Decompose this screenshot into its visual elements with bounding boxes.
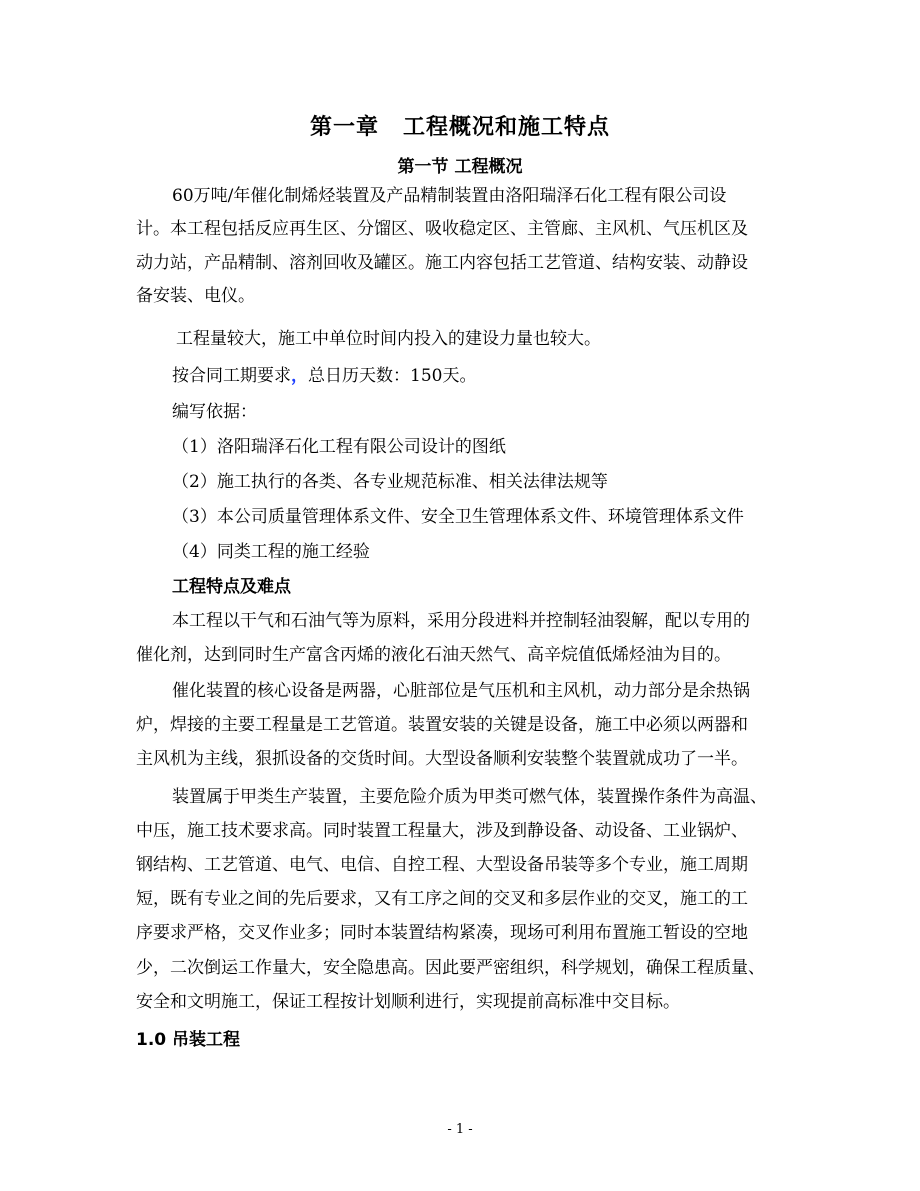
features-heading: 工程特点及难点 bbox=[172, 577, 291, 597]
page-number: - 1 - bbox=[447, 1122, 473, 1137]
overview-p1-line: 备安装、电仪。 bbox=[136, 286, 255, 306]
features-p3-line: 安全和文明施工，保证工程按计划顺利进行，实现提前高标准中交目标。 bbox=[136, 992, 680, 1012]
overview-p1-line: 60万吨/年催化制烯烃装置及产品精制装置由洛阳瑞泽石化工程有限公司设 bbox=[172, 186, 727, 206]
chapter-name: 工程概况和施工特点 bbox=[403, 115, 611, 140]
features-p3-line: 短，既有专业之间的先后要求，又有工序之间的交叉和多层作业的交叉，施工的工 bbox=[136, 889, 748, 909]
features-p2-line: 主风机为主线，狠抓设备的交货时间。大型设备顺利安装整个装置就成功了一半。 bbox=[136, 749, 748, 769]
chapter-label: 第一章 bbox=[309, 115, 379, 140]
features-p3-line: 中压，施工技术要求高。同时装置工程量大，涉及到静设备、动设备、工业锅炉、 bbox=[136, 821, 748, 841]
basis-heading: 编写依据： bbox=[172, 402, 257, 422]
features-p3-line: 装置属于甲类生产装置，主要危险介质为甲类可燃气体，装置操作条件为高温、 bbox=[172, 787, 767, 807]
overview-p3-comma: ， bbox=[291, 366, 308, 386]
next-section-title: 1.0 吊装工程 bbox=[136, 1030, 241, 1050]
section-title: 第一节 工程概况 bbox=[397, 157, 523, 177]
basis-item: （1）洛阳瑞泽石化工程有限公司设计的图纸 bbox=[172, 437, 506, 457]
chapter-title bbox=[0, 110, 920, 141]
overview-p3-a: 按合同工期要求 bbox=[172, 366, 291, 386]
features-p3-line: 少，二次倒运工作量大，安全隐患高。因此要严密组织，科学规划，确保工程质量、 bbox=[136, 958, 765, 978]
features-p2-line: 催化装置的核心设备是两器，心脏部位是气压机和主风机，动力部分是余热锅 bbox=[172, 681, 750, 701]
overview-p3 bbox=[172, 366, 476, 386]
features-p2-line: 炉，焊接的主要工程量是工艺管道。装置安装的关键是设备，施工中必须以两器和 bbox=[136, 715, 748, 735]
overview-p1-line: 计。本工程包括反应再生区、分馏区、吸收稳定区、主管廊、主风机、气压机区及 bbox=[136, 219, 748, 239]
features-p1-line: 本工程以干气和石油气等为原料，采用分段进料并控制轻油裂解，配以专用的 bbox=[172, 611, 750, 631]
basis-item: （2）施工执行的各类、各专业规范标准、相关法律法规等 bbox=[172, 472, 608, 492]
features-p3-line: 钢结构、工艺管道、电气、电信、自控工程、大型设备吊装等多个专业，施工周期 bbox=[136, 855, 748, 875]
features-p3-line: 序要求严格，交叉作业多；同时本装置结构紧凑，现场可利用布置施工暂设的空地 bbox=[136, 923, 748, 943]
overview-p2: 工程量较大，施工中单位时间内投入的建设力量也较大。 bbox=[176, 329, 601, 349]
basis-item: （4）同类工程的施工经验 bbox=[172, 542, 370, 562]
overview-p3-b: 总日历天数：150天。 bbox=[308, 366, 477, 386]
features-p1-line: 催化剂，达到同时生产富含丙烯的液化石油天然气、高辛烷值低烯烃油为目的。 bbox=[136, 645, 731, 665]
overview-p1-line: 动力站，产品精制、溶剂回收及罐区。施工内容包括工艺管道、结构安装、动静设 bbox=[136, 253, 748, 273]
basis-item: （3）本公司质量管理体系文件、安全卫生管理体系文件、环境管理体系文件 bbox=[172, 507, 744, 527]
